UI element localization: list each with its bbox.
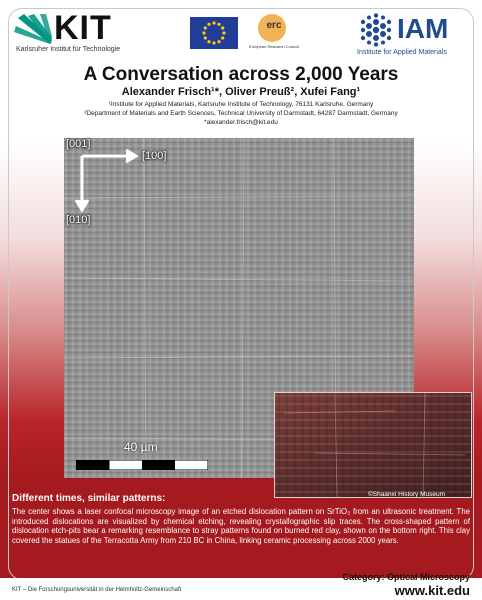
iam-subtitle: Institute for Applied Materials — [357, 49, 447, 56]
axis-label-001: [001] — [66, 138, 91, 150]
affiliation-2: ²Department of Materials and Earth Sciences, Technical University of Darmstadt, 64287 Darmstadt, Germany — [84, 110, 398, 117]
contact-email: *alexander.frisch@kit.edu — [204, 119, 278, 126]
poster-title: A Conversation across 2,000 Years — [83, 64, 399, 85]
terracotta-photo — [274, 392, 472, 498]
axis-label-010: [010] — [66, 214, 91, 226]
erc-logo — [246, 14, 302, 54]
eu-flag-icon — [190, 17, 238, 49]
kit-logo-text: KIT — [54, 9, 112, 47]
scale-bar-label: 40 µm — [124, 440, 158, 454]
affiliation-1: ¹Institute for Applied Materials, Karlsruhe Institute of Technology, 76131 Karlsruhe, Germany — [108, 101, 374, 108]
category-label: Category: Optical Microscopy — [342, 572, 470, 582]
kit-logo — [14, 9, 134, 58]
scale-bar — [76, 460, 208, 470]
inset-credit: ©Shaanxi History Museum — [368, 491, 446, 498]
section-text: The center shows a laser confocal microscopy image of an etched dislocation pattern on SrTiO₃ from an ultrasonic treatment. The introduced dislocations are visualized by chemical etching, revealing crystallographic slip traces. The cross-shaped pattern of dislocation etch-pits bear a remarking resemblance to stray patterns found on burned red clay, shown on the bottom right. This clay covered the statues of the Terracotta Army from 210 BC in China, linking ceramic processing across 2000 years. — [12, 507, 470, 545]
kit-logo-mark-icon — [14, 12, 54, 44]
erc-subtitle: European Research Council — [248, 44, 300, 49]
iam-logo — [357, 13, 472, 59]
axis-label-100: [100] — [142, 150, 167, 162]
authors: Alexander Frisch¹*, Oliver Preuß², Xufei Fang¹ — [121, 86, 361, 98]
iam-logo-mark-icon — [359, 13, 393, 47]
footer — [0, 572, 482, 600]
footer-tagline: KIT – Die Forschungsuniversität in der Helmholtz-Gemeinschaft — [12, 587, 182, 593]
erc-logo-text: erc — [266, 20, 282, 31]
iam-logo-text: IAM — [397, 13, 449, 44]
kit-subtitle: Karlsruher Institut für Technologie — [16, 46, 121, 53]
section-heading: Different times, similar patterns: — [12, 493, 166, 504]
website-link[interactable]: www.kit.edu — [394, 583, 470, 598]
